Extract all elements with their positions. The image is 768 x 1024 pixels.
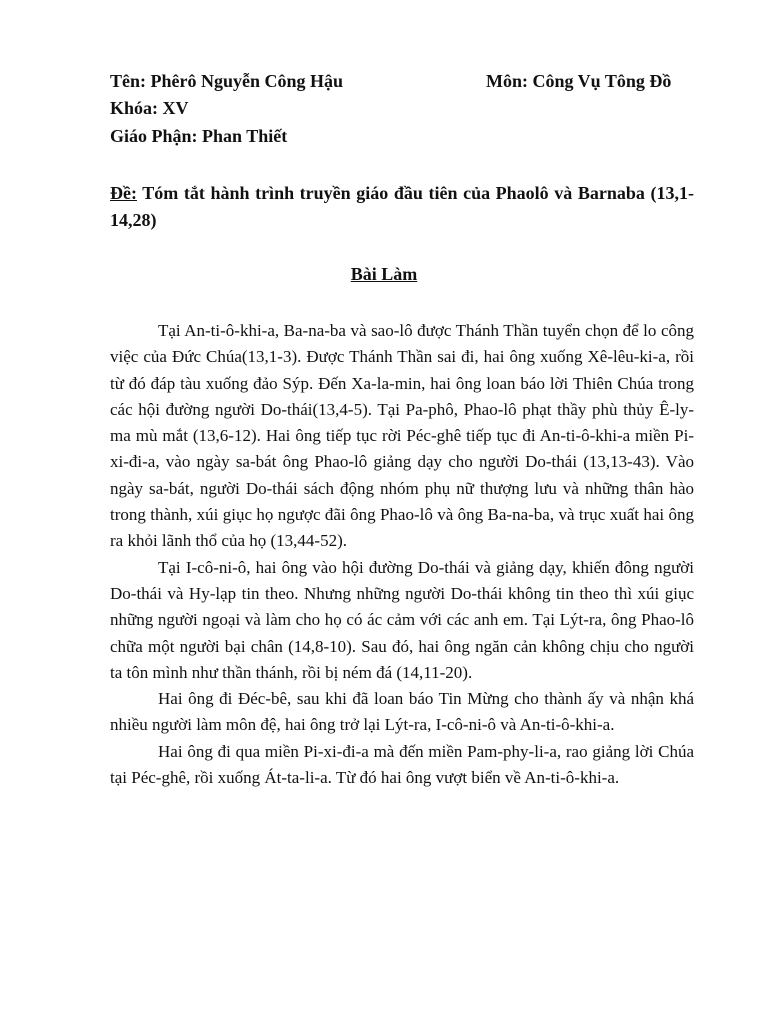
assignment-label: Đề: bbox=[110, 183, 137, 203]
diocese: Giáo Phận: Phan Thiết bbox=[110, 126, 288, 146]
essay-body bbox=[110, 318, 694, 791]
paragraph-1: Tại An-ti-ô-khi-a, Ba-na-ba và sao-lô được Thánh Thần tuyển chọn để lo công việc của Đức Chúa(13,1-3). Được Thánh Thần sai đi, hai ông xuống Xê-lêu-ki-a, rồi từ đó đáp tàu xuống đảo Sýp. Đến Xa-la-min, hai ông loan báo lời Thiên Chúa trong các hội đường người Do-thái(13,4-5). Tại Pa-phô, Phao-lô phạt thầy phù thủy Ê-ly-ma mù mắt (13,6-12). Hai ông tiếp tục rời Péc-ghê tiếp tục đi An-ti-ô-khi-a miền Pi-xi-đi-a, vào ngày sa-bát ông Phao-lô giảng dạy cho người Do-thái (13,13-43). Vào ngày sa-bát, người Do-thái sách động nhóm phụ nữ thượng lưu và những thân hào trong thành, xúi giục họ ngược đãi ông Phao-lô và ông Ba-na-ba, và trục xuất hai ông ra khỏi lãnh thổ của họ (13,44-52). bbox=[110, 321, 694, 551]
assignment-text: Tóm tắt hành trình truyền giáo đầu tiên của Phaolô và Barnaba (13,1-14,28) bbox=[110, 183, 694, 230]
course-name: Môn: Công Vụ Tông Đồ bbox=[486, 71, 672, 91]
paragraph-2: Tại I-cô-ni-ô, hai ông vào hội đường Do-thái và giảng dạy, khiến đông người Do-thái và Hy-lạp tin theo. Nhưng những người Do-thái không tin theo thì xúi giục những người ngoại và làm cho họ có ác cảm với các anh em. Tại Lýt-ra, ông Phao-lô chữa một người bại chân (14,8-10). Sau đó, hai ông ngăn cản không chịu cho người ta tôn mình như thần thánh, rồi bị ném đá (14,11-20). bbox=[110, 557, 694, 682]
paragraph-3: Hai ông đi Đéc-bê, sau khi đã loan báo Tin Mừng cho thành ấy và nhận khá nhiều người làm môn đệ, hai ông trở lại Lýt-ra, I-cô-ni-ô và An-ti-ô-khi-a. bbox=[110, 689, 694, 735]
assignment-prompt bbox=[110, 180, 694, 234]
cohort: Khóa: XV bbox=[110, 98, 189, 118]
page-title-text: Bài Làm bbox=[350, 264, 418, 284]
paragraph-4: Hai ông đi qua miền Pi-xi-đi-a mà đến miền Pam-phy-li-a, rao giảng lời Chúa tại Péc-ghê, rồi xuống Át-ta-li-a. Từ đó hai ông vượt biển về An-ti-ô-khi-a. bbox=[110, 741, 694, 788]
student-name: Tên: Phêrô Nguyễn Công Hậu bbox=[110, 71, 344, 91]
page-title bbox=[0, 264, 768, 284]
